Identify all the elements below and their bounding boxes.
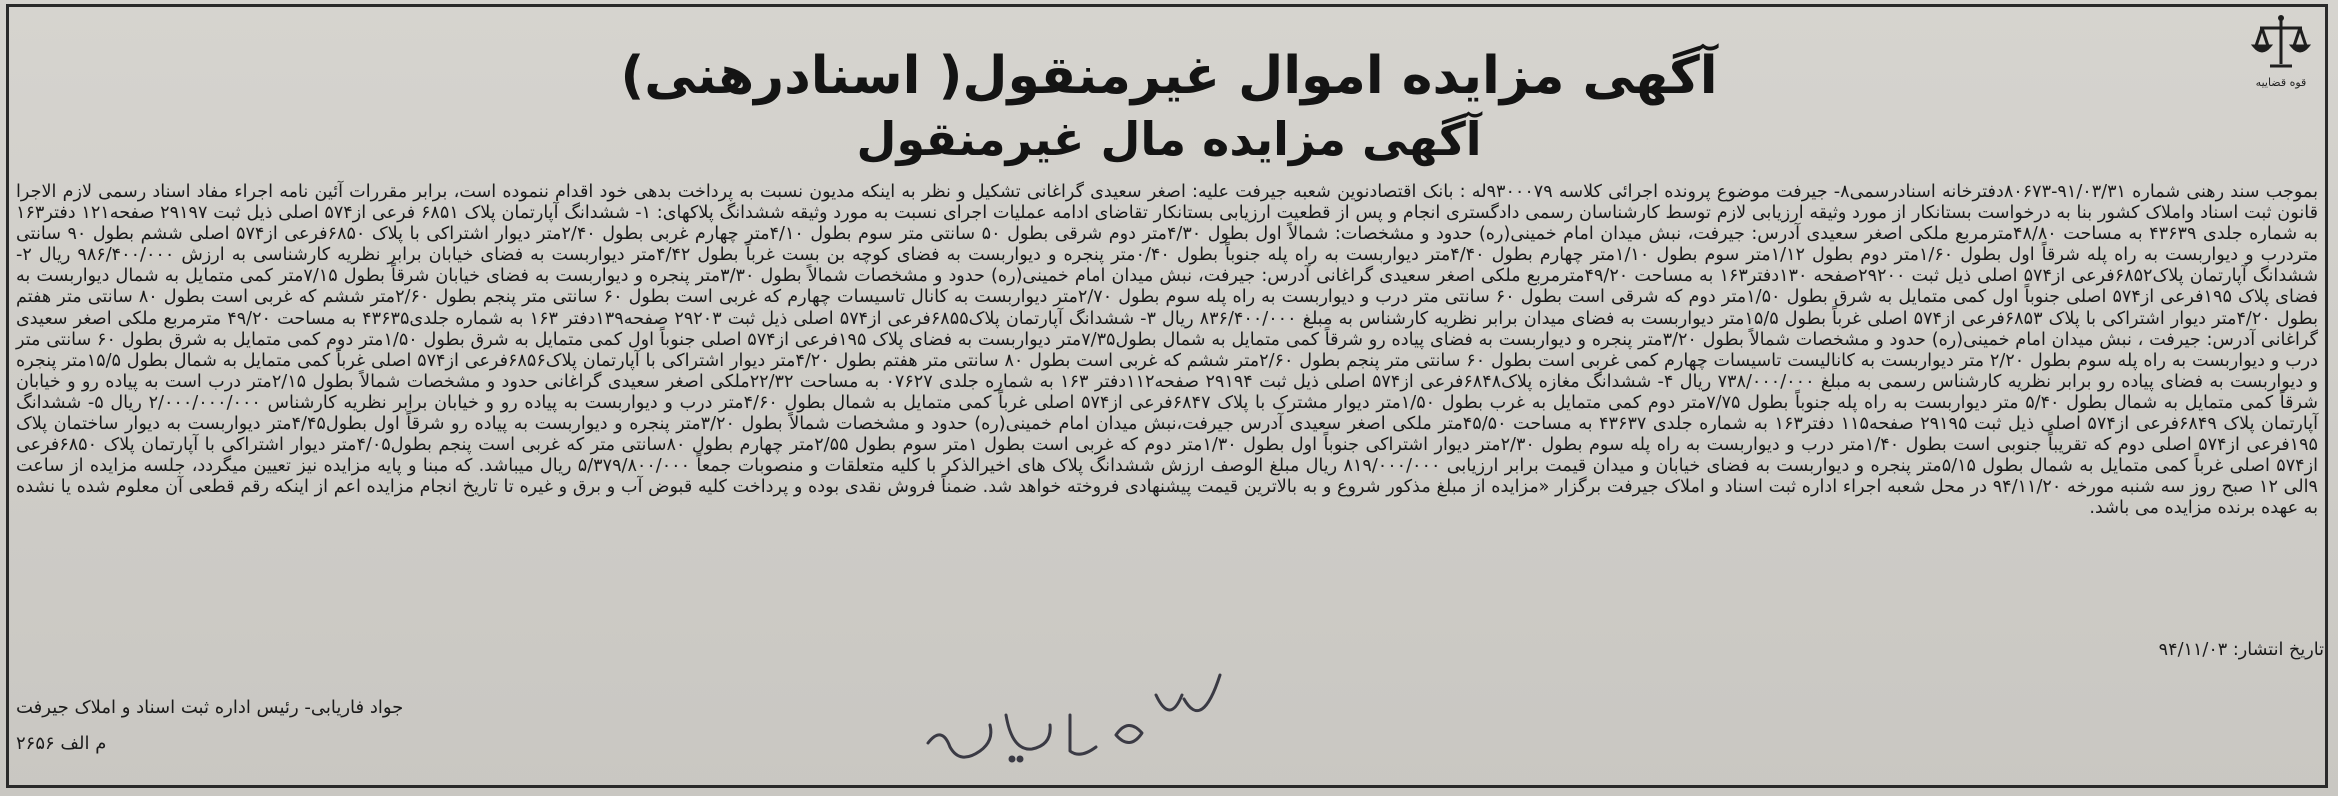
ad-body-paragraph: بموجب سند رهنی شماره ۹۱/۰۳/۳۱-۸۰۶۷۳دفترخانه اسنادرسمی۸- جیرفت موضوع پرونده اجرائی کلاسه ۹۳۰۰۰۷۹له : بانک اقتصادنوین شعبه جیرفت علیه: اصغر سعیدی گراغانی تشکیل و نظر به اینکه مدیون نسبت به پرداخت بدهی خود اقدام ننموده است، برابر مقررات آئین نامه اجراء مفاد اسناد رسمی لازم الاجرا قانون ثبت اسناد واملاک کشور بنا به درخواست بستانکار از مورد وثیقه ارزیابی لازم توسط کارشناسان رسمی دادگستری انجام و پس از قطعیت ارزیابی بستانکار تقاضای ادامه عملیات اجرای نسبت به مورد وثیقه ششدانگ پلاکهای: ۱- ششدانگ آپارتمان پلاک ۶۸۵۱ فرعی از۵۷۴ اصلی ذیل ثبت ۲۹۱۹۷ صفحه۱۲۱ دفتر۱۶۳ به شماره جلدی ۴۳۶۳۹ به مساحت ۴۸/۸۰مترمربع ملکی اصغر سعیدی آدرس: جیرفت، نبش میدان امام خمینی(ره) حدود و مشخصات: شمالاً اول بطول ۴/۳۰متر دوم شرقی بطول ۵۰ سانتی متر سوم بطول ۴/۱۰متر چهارم غربی بطول ۲/۴۰متر دیوار اشتراکی با پلاک ۶۸۵۰فرعی از۵۷۴ اصلی ششم بطول ۹۰ سانتی متردرب و دیواربست به راه پله شرقاً اول بطول ۱/۶۰متر دوم بطول ۱/۱۲متر سوم بطول ۱/۱۰متر چهارم بطول ۴/۴۰متر دیواربست به راه پله جنوباً بطول ۰/۴۰متر پنجره و دیواربست به فضای کوچه بن بست غرباً بطول ۴/۴۲متر دیواربست به فضای خیابان برابر نظریه کارشناسی به ارزش ۹۸۶/۴۰۰/۰۰۰ ریال ۲- ششدانگ آپارتمان پلاک۶۸۵۲فرعی از۵۷۴ اصلی ذیل ثبت ۲۹۲۰۰صفحه ۱۳۰دفتر۱۶۳ به مساحت ۴۹/۲۰مترمربع ملکی اصغر سعیدی گراغانی آدرس: جیرفت، نبش میدان امام خمینی(ره) حدود و مشخصات شمالاً بطول ۳/۳۰متر پنجره و دیواربست به فضای خیابان شرقاً بطول ۷/۱۵متر کمی متمایل به شمال دیواربست به فضای پلاک ۱۹۵فرعی از۵۷۴ اصلی جنوباً اول کمی متمایل به شرق بطول ۱/۵۰متر دوم که شرقی است بطول ۶۰ سانتی متر درب و دیواربست به راه پله سوم بطول ۲/۷۰متر دیواربست به کانال تاسیسات چهارم که غربی است بطول ۶۰ سانتی متر پنجم بطول ۲/۶۰متر ششم که غربی است بطول ۸۰ سانتی متر هفتم بطول ۴/۲۰متر دیوار اشتراکی با پلاک ۶۸۵۳فرعی از۵۷۴ اصلی غرباً بطول ۱۵/۵متر دیواربست به فضای میدان برابر نظریه کارشناس به مبلغ ۸۳۶/۴۰۰/۰۰۰ ریال ۳- ششدانگ آپارتمان پلاک۶۸۵۵فرعی از۵۷۴ اصلی ذیل ثبت ۲۹۲۰۳ صفحه۱۳۹دفتر ۱۶۳ به شماره جلدی۴۳۶۳۵ به مساحت ۴۹/۲۰ مترمربع ملکی اصغر سعیدی گراغانی آدرس: جیرفت ، نبش میدان امام خمینی(ره) حدود و مشخصات شمالاً بطول ۳/۲۰متر پنجره و دیواربست به فضای پیاده رو شرقاً کمی متمایل به شمال بطول۷/۳۵متر دیواربست به فضای پلاک ۱۹۵فرعی از۵۷۴ اصلی جنوباً اول کمی متمایل به شرق بطول ۱/۵۰متر دوم کمی متمایل به شرق بطول ۶۰ سانتی متر درب و دیواربست به راه پله سوم بطول ۲/۲۰ متر دیواربست به کانالیست تاسیسات چهارم کمی غربی است بطول ۶۰ سانتی متر پنجم بطول ۲/۶۰متر ششم که غربی است بطول ۸۰ سانتی متر هفتم بطول ۴/۲۰متر دیوار اشتراکی با آپارتمان پلاک۶۸۵۶فرعی از۵۷۴ اصلی غرباً کمی متمایل به شمال بطول ۱۵/۵متر پنجره و دیواربست به فضای پیاده رو برابر نظریه کارشناس رسمی به مبلغ ۷۳۸/۰۰۰/۰۰۰ ریال ۴- ششدانگ مغازه پلاک۶۸۴۸فرعی از۵۷۴ اصلی ذیل ثبت ۲۹۱۹۴ صفحه۱۱۲دفتر ۱۶۳ به شماره جلدی ۰۷۶۲۷ به مساحت ۲۲/۳۲ملکی اصغر سعیدی گراغانی حدود و مشخصات شمالاً بطول ۲/۱۵متر درب است به پیاده رو و خیابان شرقاً کمی متمایل به شمال بطول ۵/۴۰ متر دیواربست به راه پله جنوباً بطول ۷/۷۵متر دوم کمی متمایل به غرب بطول ۱/۵۰متر دیوار مشترک با پلاک ۶۸۴۷فرعی از۵۷۴ اصلی غرباً کمی متمایل به شمال بطول ۴/۶۰متر درب و دیواربست به پیاده رو و خیابان برابر نظریه کارشناس ۲/۰۰۰/۰۰۰/۰۰۰ ریال ۵- ششدانگ آپارتمان پلاک ۶۸۴۹فرعی از۵۷۴ اصلی ذیل ثبت ۲۹۱۹۵ صفحه۱۱۵ دفتر۱۶۳ به شماره جلدی ۴۳۶۳۷ به مساحت ۴۵/۵۰متر ملکی اصغر سعیدی آدرس جیرفت،نبش میدان امام خمینی(ره) حدود و مشخصات شمالاً بطول ۳/۲۰متر پنجره و دیواربست به پیاده رو شرقاً اول بطول۴/۴۵متر دیواربست به دیوار ساختمان پلاک ۱۹۵فرعی از۵۷۴ اصلی دوم که تقریباً جنوبی است بطول ۱/۴۰متر درب و دیواربست به راه پله سوم بطول ۲/۳۰متر دیوار اشتراکی جنوباً اول بطول ۱/۳۰متر دوم که غربی است بطول ۱متر سوم بطول ۲/۵۵متر چهارم بطول ۸۰سانتی متر که غربی است پنجم بطول۴/۰۵متر دیوار اشتراکی با آپارتمان پلاک ۶۸۵۰فرعی از۵۷۴ اصلی غرباً کمی متمایل به شمال بطول ۵/۱۵متر پنجره و دیواربست به فضای خیابان و میدان قیمت برابر ارزیابی ۸۱۹/۰۰۰/۰۰۰ ریال مبلغ الوصف ارزش ششدانگ پلاک های اخیرالذکر با کلیه متعلقات و منصوبات جمعاً ۵/۳۷۹/۸۰۰/۰۰۰ ریال میباشد. که مبنا و پایه مزایده نیز تعیین میگردد، جلسه مزایده از ساعت ۹الی ۱۲ صبح روز سه شنبه مورخه ۹۴/۱۱/۲۰ در محل شعبه اجراء اداره ثبت اسناد و املاک جیرفت برگزار «مزایده از مبلغ مذکور شروع و به بالاترین قیمت پیشنهادی فروخته خواهد شد. ضمناً فروش نقدی بوده و پرداخت کلیه قبوض آب و برق و غیره تا تاریخ انجام مزایده اعم از اینکه رقم قطعی آن معلوم شده یا نشده به عهده برنده مزایده می باشد.: [16, 182, 2319, 519]
page-subtitle: آگهی مزایده مال غیرمنقول: [856, 112, 1482, 166]
publish-date: تاریخ انتشار: ۹۴/۱۱/۰۳: [2158, 640, 2324, 660]
page-title: آگهی مزایده اموال غیرمنقول( اسنادرهنی): [620, 46, 1718, 106]
ad-body: [16, 182, 2318, 520]
logo-caption: قوه قضاییه: [2255, 76, 2307, 89]
handwritten-annotation: [920, 655, 1240, 775]
signer-line: جواد فاریابی- رئیس اداره ثبت اسناد و املاک جیرفت: [16, 697, 404, 718]
ad-code: م الف ۲۶۵۶: [16, 733, 107, 754]
